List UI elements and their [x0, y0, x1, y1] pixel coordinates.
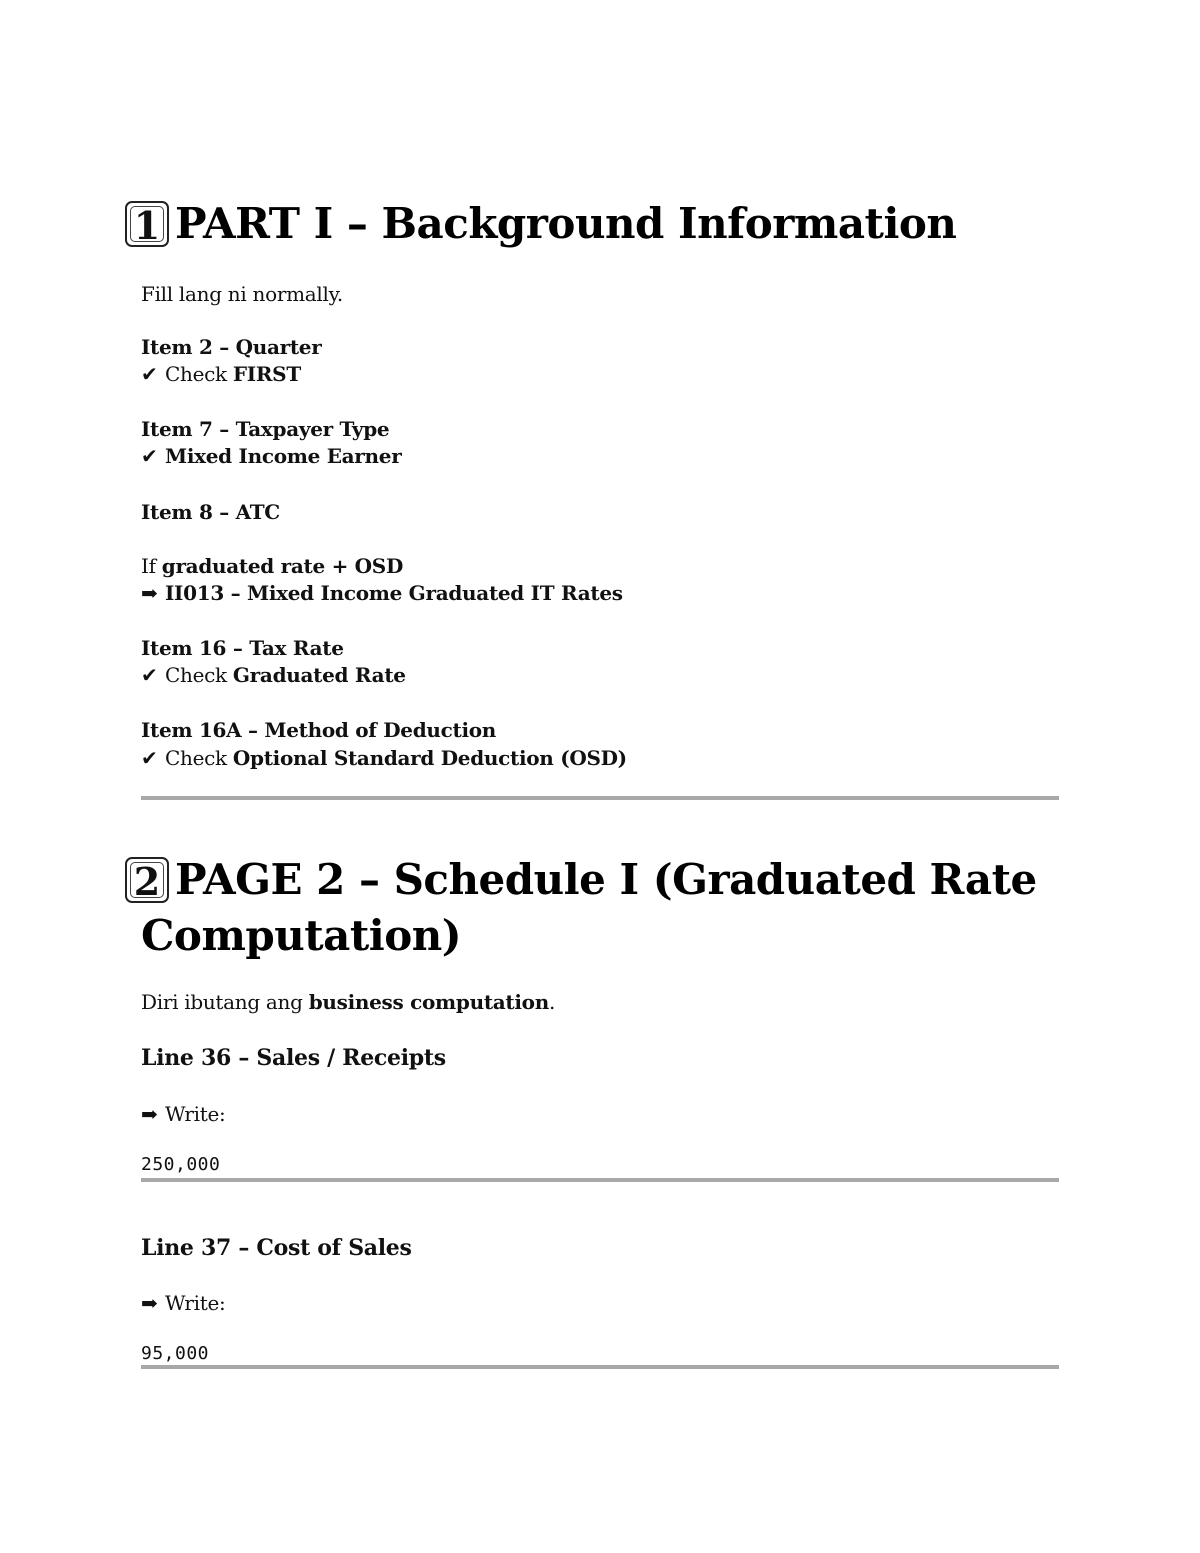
page2-heading-line1: PAGE 2 – Schedule I (Graduated Rate	[175, 855, 1037, 904]
intro-prefix: Diri ibutang ang	[141, 990, 303, 1014]
page2-intro	[141, 989, 555, 1015]
check-word: Check	[165, 746, 227, 770]
intro-bold: business computation	[308, 990, 549, 1014]
write-label: Write:	[165, 1291, 226, 1315]
check-word: Check	[165, 362, 227, 386]
arrow-right-icon: ➡	[141, 581, 158, 605]
line37-write	[141, 1290, 225, 1316]
line37-underline	[141, 1365, 1059, 1369]
section-number-1-badge	[125, 201, 169, 247]
section-number-2-badge	[125, 857, 169, 903]
atc-code: II013 – Mixed Income Graduated IT Rates	[165, 581, 623, 605]
check-icon: ✔	[141, 362, 158, 386]
arrow-right-icon: ➡	[141, 1291, 158, 1315]
atc-condition	[141, 553, 403, 579]
item2-answer	[141, 361, 301, 387]
atc-code-line	[141, 580, 623, 606]
check-word: Check	[165, 663, 227, 687]
line36-value: 250,000	[141, 1154, 221, 1175]
if-word: If	[141, 554, 156, 578]
write-label: Write:	[165, 1102, 226, 1126]
section-number: 1	[133, 203, 161, 248]
check-icon: ✔	[141, 444, 158, 468]
line37-heading: Line 37 – Cost of Sales	[141, 1235, 412, 1261]
item16a-answer	[141, 745, 627, 771]
line36-write	[141, 1101, 225, 1127]
section-divider	[141, 796, 1059, 800]
atc-condition-value: graduated rate + OSD	[161, 554, 403, 578]
line36-underline	[141, 1178, 1059, 1182]
item7-answer	[141, 443, 401, 469]
item2-value: FIRST	[232, 362, 301, 386]
item16a-value: Optional Standard Deduction (OSD)	[232, 746, 627, 770]
item2-heading: Item 2 – Quarter	[141, 335, 322, 359]
item16-heading: Item 16 – Tax Rate	[141, 636, 344, 660]
item16-value: Graduated Rate	[232, 663, 406, 687]
arrow-right-icon: ➡	[141, 1102, 158, 1126]
section-number: 2	[133, 859, 161, 904]
line37-value: 95,000	[141, 1343, 210, 1364]
part1-intro: Fill lang ni normally.	[141, 282, 343, 306]
check-icon: ✔	[141, 746, 158, 770]
check-icon: ✔	[141, 663, 158, 687]
intro-suffix: .	[548, 990, 556, 1014]
item7-heading: Item 7 – Taxpayer Type	[141, 417, 390, 441]
item7-value: Mixed Income Earner	[165, 444, 402, 468]
item16a-heading: Item 16A – Method of Deduction	[141, 718, 497, 742]
item8-heading: Item 8 – ATC	[141, 500, 280, 524]
part1-heading: PART I – Background Information	[175, 199, 957, 248]
page2-heading-line2: Computation)	[141, 911, 462, 960]
item16-answer	[141, 662, 406, 688]
line36-heading: Line 36 – Sales / Receipts	[141, 1045, 446, 1071]
